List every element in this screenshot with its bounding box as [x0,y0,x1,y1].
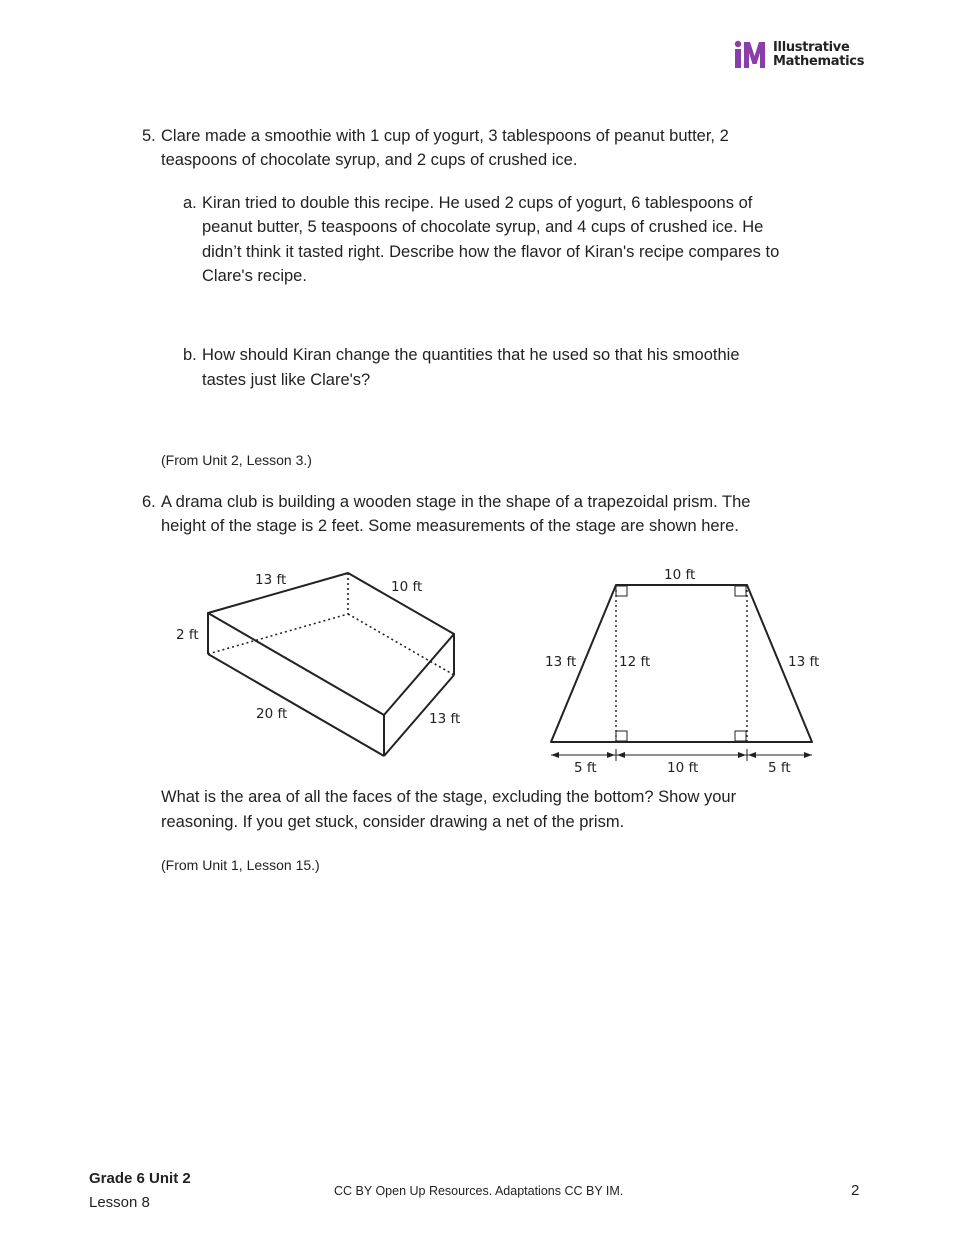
arrowhead-mid-left [617,752,625,758]
question-5-text-line-2: teaspoons of chocolate syrup, and 2 cups of crushed ice. [161,151,578,169]
prism-label-front-right: 13 ft [429,711,461,727]
question-5-number: 5. [142,127,156,145]
arrowhead-right-outer [804,752,812,758]
prism-bottom-front-edge [208,654,384,756]
question-5a-label: a. [183,194,197,212]
illustrative-mathematics-logo [733,40,873,72]
trapezoid-label-bottom-left: 5 ft [574,760,597,776]
prism-label-top-right: 10 ft [391,579,423,595]
trapezoid-label-right-side: 13 ft [788,654,820,670]
right-angle-marker-bottom-right [735,731,746,741]
trapezoid-label-height: 12 ft [619,654,651,670]
arrowhead-right-inner [748,752,756,758]
question-6-prompt-line-2: reasoning. If you get stuck, consider drawing a net of the prism. [161,813,625,831]
prism-label-top-back: 13 ft [255,572,287,588]
trapezoid-label-top: 10 ft [664,567,696,583]
right-angle-marker-bottom-left [616,731,627,741]
footer-lesson: Lesson 8 [89,1194,150,1211]
prism-label-front-long: 20 ft [256,706,288,722]
question-5b-line-2: tastes just like Clare's? [202,371,371,389]
question-5a-line-4: Clare's recipe. [202,267,307,285]
question-6-number: 6. [142,493,156,511]
trapezoid-label-bottom-mid: 10 ft [667,760,699,776]
question-5-text-line-1: Clare made a smoothie with 1 cup of yogurt, 3 tablespoons of peanut butter, 2 [161,127,729,145]
footer-license: CC BY Open Up Resources. Adaptations CC BY IM. [334,1184,624,1198]
question-5a-line-2: peanut butter, 5 teaspoons of chocolate syrup, and 4 cups of crushed ice. He [202,218,764,236]
trapezoid-label-left-side: 13 ft [545,654,577,670]
arrowhead-left-inner [607,752,615,758]
prism-label-height: 2 ft [176,627,199,643]
question-5b-line-1: How should Kiran change the quantities that he used so that his smoothie [202,346,740,364]
question-5a-line-3: didn’t think it tasted right. Describe how the flavor of Kiran's recipe compares to [202,243,780,261]
question-6-text-line-1: A drama club is building a wooden stage in the shape of a trapezoidal prism. The [161,493,751,511]
right-angle-marker-top-left [616,586,627,596]
page-number: 2 [851,1182,860,1199]
arrowhead-left-outer [551,752,559,758]
right-angle-marker-top-right [735,586,746,596]
trapezoid-outline [551,585,812,742]
question-6-text-line-2: height of the stage is 2 feet. Some measurements of the stage are shown here. [161,517,739,535]
footer-grade-unit: Grade 6 Unit 2 [89,1170,191,1187]
question-5a-line-1: Kiran tried to double this recipe. He used 2 cups of yogurt, 6 tablespoons of [202,194,753,212]
question-6-prompt-line-1: What is the area of all the faces of the stage, excluding the bottom? Show your [161,788,737,806]
trapezoid-label-bottom-right: 5 ft [768,760,791,776]
logo-line-2: Mathematics [773,54,865,69]
trapezoidal-prism-diagram [160,560,480,765]
question-5-source: (From Unit 2, Lesson 3.) [161,452,312,468]
logo-line-1: Illustrative [773,40,850,55]
question-6-source: (From Unit 1, Lesson 15.) [161,857,320,873]
arrowhead-mid-right [738,752,746,758]
im-logo-mark [733,40,769,70]
trapezoid-diagram [540,562,825,777]
question-5b-label: b. [183,346,197,364]
prism-hidden-back-edge [208,614,348,654]
prism-hidden-side-edge [348,614,454,675]
